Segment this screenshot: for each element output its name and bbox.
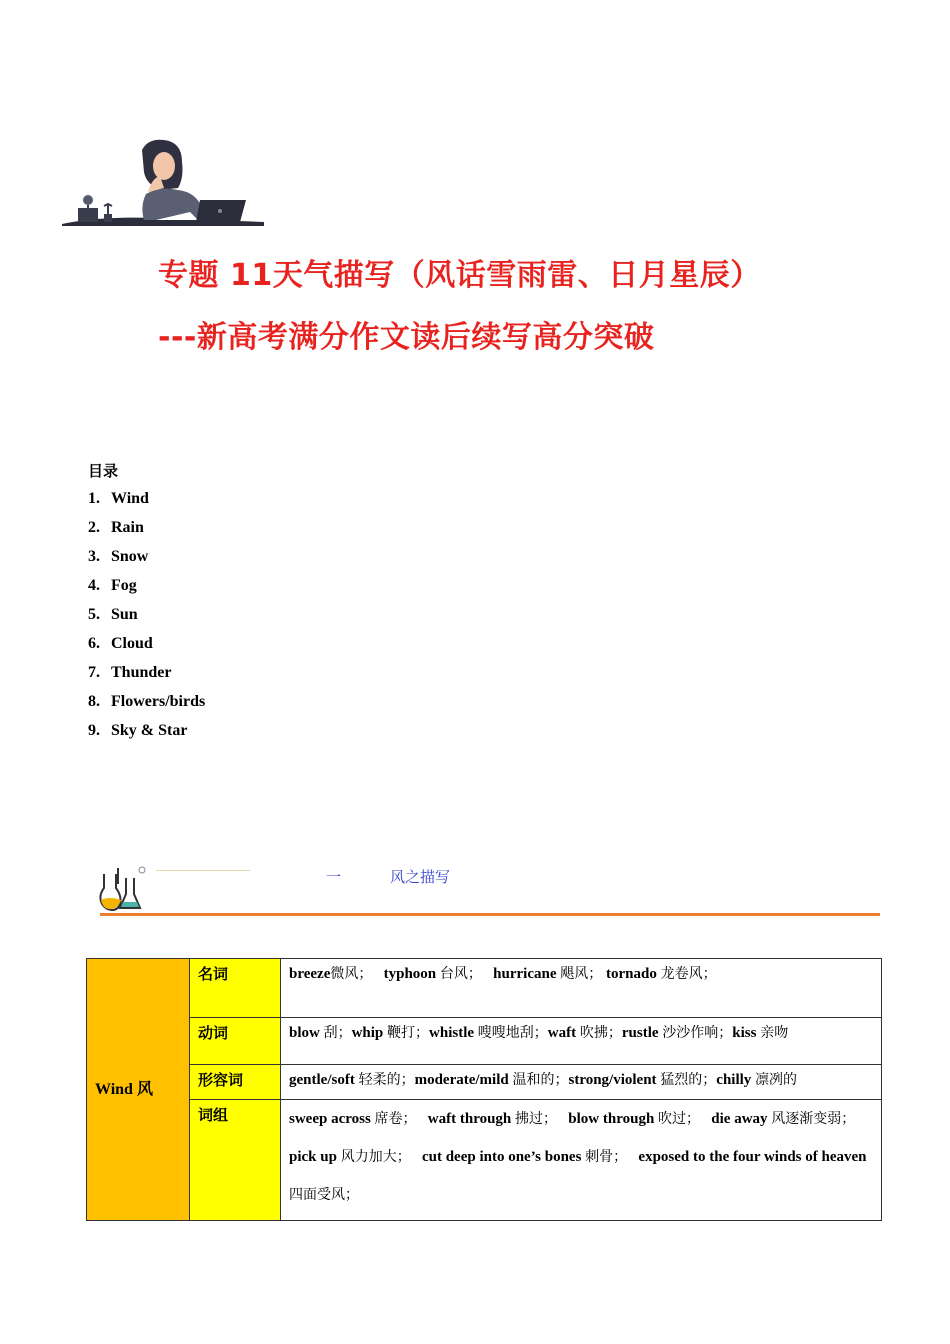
word-zh: 吹拂； [579,1025,622,1041]
toc-item-label: Wind [111,490,149,507]
word-zh: 轻柔的； [358,1072,415,1088]
words-cell [281,959,882,1018]
word-en: die away [711,1111,768,1127]
word-en: whistle [429,1025,475,1041]
word-en: hurricane [493,966,557,982]
banner-divider [100,913,880,916]
toc-item-number: 9. [88,722,100,739]
flask-icon [96,864,148,912]
word-en: tornado [605,966,657,982]
page-title-line-1: 专题 11天气描写（风话雪雨雷、日月星辰） [158,258,761,293]
toc-item[interactable] [88,489,205,518]
toc-item-number: 5. [88,606,100,623]
word-en: breeze [289,966,331,982]
word-en: exposed to the four winds of heaven [638,1149,867,1165]
banner-thin-line [156,870,250,871]
word-zh: 席卷； [374,1111,417,1127]
word-en: sweep across [289,1111,371,1127]
section-banner [96,862,880,918]
toc-item-label: Sky & Star [111,722,188,739]
word-zh: 吹过； [658,1111,701,1127]
word-en: strong/violent [568,1072,657,1088]
word-en: typhoon [383,966,437,982]
word-en: blow through [568,1111,655,1127]
word-zh: 鞭打； [387,1025,430,1041]
toc-item[interactable] [88,634,205,663]
toc-item[interactable] [88,547,205,576]
toc-item-label: Flowers/birds [111,693,206,710]
word-zh: 猛烈的； [660,1072,717,1088]
toc-item-number: 2. [88,519,100,536]
word-zh: 龙卷风； [660,966,717,982]
pos-cell: 名词 [190,959,281,1018]
pos-cell: 形容词 [190,1065,281,1100]
word-en: blow [289,1025,320,1041]
wind-vocabulary-table [86,958,882,1221]
word-zh: 台风； [439,966,482,982]
pos-cell: 动词 [190,1018,281,1065]
category-cell: Wind 风 [87,959,190,1221]
toc-item[interactable] [88,663,205,692]
word-en: kiss [732,1025,757,1041]
word-zh: 嗖嗖地刮； [477,1025,548,1041]
table-row [87,1065,882,1100]
pos-cell: 词组 [190,1100,281,1221]
word-zh: 沙沙作响； [662,1025,733,1041]
table-row [87,1100,882,1221]
toc-item-number: 8. [88,693,100,710]
word-zh: 四面受风； [289,1187,359,1203]
word-zh: 拂过； [515,1111,558,1127]
toc-item-label: Fog [111,577,137,594]
word-en: rustle [621,1025,659,1041]
toc-item-label: Sun [111,606,138,623]
word-zh: 亲吻 [760,1025,789,1041]
words-cell [281,1018,882,1065]
toc-item-label: Cloud [111,635,153,652]
word-en: waft through [427,1111,512,1127]
section-title: 风之描写 [390,868,451,886]
toc-item-label: Thunder [111,664,172,681]
word-en: whip [351,1025,384,1041]
words-cell [281,1065,882,1100]
toc-item-number: 3. [88,548,100,565]
woman-at-laptop-illustration [60,132,270,232]
word-en: cut deep into one’s bones [421,1149,582,1165]
toc-heading: 目录 [88,462,119,480]
word-zh: 温和的； [512,1072,569,1088]
toc-item[interactable] [88,518,205,547]
toc-item-number: 1. [88,490,100,507]
toc-item-number: 7. [88,664,100,681]
table-row [87,959,882,1018]
word-zh: 飓风； [560,966,603,982]
word-en: moderate/mild [414,1072,509,1088]
word-en: waft [547,1025,577,1041]
words-cell [281,1100,882,1221]
toc-item-number: 4. [88,577,100,594]
word-zh: 刮； [323,1025,352,1041]
section-number: 一 [326,868,342,886]
word-zh: 微风； [330,966,373,982]
toc-item[interactable] [88,721,205,750]
word-en: pick up [289,1149,337,1165]
page-title-line-2: ---新高考满分作文读后续写高分突破 [158,320,655,355]
word-en: chilly [716,1072,752,1088]
word-en: gentle/soft [289,1072,355,1088]
table-of-contents [88,460,205,750]
word-zh: 风逐渐变弱； [771,1111,856,1127]
word-zh: 刺骨； [585,1149,628,1165]
toc-item[interactable] [88,692,205,721]
toc-item[interactable] [88,576,205,605]
toc-item-number: 6. [88,635,100,652]
word-zh: 凛冽的 [755,1072,798,1088]
toc-item[interactable] [88,605,205,634]
toc-item-label: Snow [111,548,149,565]
word-zh: 风力加大； [340,1149,411,1165]
table-row [87,1018,882,1065]
toc-item-label: Rain [111,519,144,536]
